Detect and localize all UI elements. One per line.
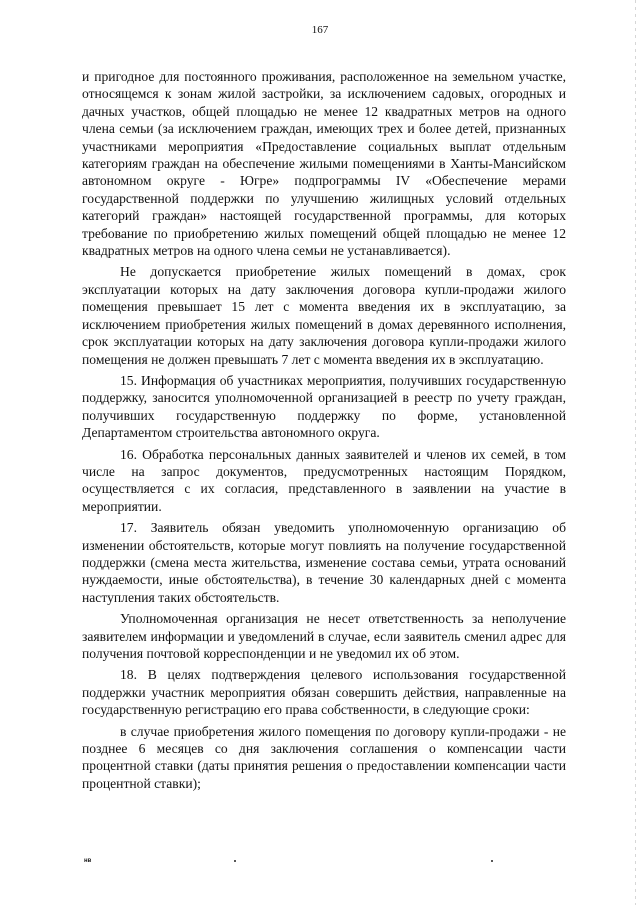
document-body (82, 68, 566, 796)
scan-dot-left (234, 860, 236, 862)
paragraph-item-17: 17. Заявитель обязан уведомить уполномоченную организацию об изменении обстоятельств, которые могут повлиять на получение государственной поддержки (смена места жительства, изменение состава семьи, утрата оснований нуждаемости, иные обстоятельства), в течение 30 календарных дней с момента наступления таких обстоятельств. (82, 520, 566, 605)
paragraph-liability: Уполномоченная организация не несет ответственность за неполучение заявителем информации и уведомлений в случае, если заявитель сменил адрес для получения почтовой корреспонденции и не уведомил их об этом. (82, 611, 566, 661)
paragraph-restriction: Не допускается приобретение жилых помещений в домах, срок эксплуатации которых на дату заключения договора купли-продажи жилого помещения превышает 15 лет с момента введения их в эксплуатацию, за исключением приобретения жилых помещений в домах деревянного исполнения, срок эксплуатации которых на дату заключения договора купли-продажи жилого помещения не должен превышать 7 лет с момента введения их в эксплуатацию. (82, 264, 566, 367)
page-number: 167 (311, 24, 329, 36)
footer-initials: нв (84, 858, 92, 864)
scan-dot-right (491, 860, 493, 862)
paragraph-purchase-case: в случае приобретения жилого помещения по договору купли-продажи - не позднее 6 месяцев со дня заключения соглашения о компенсации части процентной ставки (даты принятия решения о предоставлении компенсации части процентной ставки); (82, 723, 566, 791)
scan-edge-artifact (635, 0, 636, 905)
paragraph-item-15: 15. Информация об участниках мероприятия, получивших государственную поддержку, заносится уполномоченной организацией в реестр по учету граждан, получивших государственную поддержку по форме, установленной Департаментом строительства автономного округа. (82, 372, 566, 441)
paragraph-item-18: 18. В целях подтверждения целевого использования государственной поддержки участник мероприятия обязан совершить действия, направленные на государственную регистрацию его права собственности, в следующие сроки: (82, 667, 566, 718)
paragraph-item-16: 16. Обработка персональных данных заявителей и членов их семей, в том числе на запрос документов, предусмотренных настоящим Порядком, осуществляется с их согласия, представленного в заявлении на участие в мероприятии. (82, 446, 566, 514)
paragraph-continuation: и пригодное для постоянного проживания, расположенное на земельном участке, относящемся к зонам жилой застройки, за исключением садовых, огородных и дачных участков, общей площадью не менее 12 квадратных метров на одного члена семьи (за исключением граждан, имеющих трех и более детей, признанных участниками мероприятия «Предоставление социальных выплат отдельным категориям граждан на обеспечение жилыми помещениями в Ханты-Мансийском автономном округе - Югре» подпрограммы IV «Обеспечение мерами государственной поддержки по улучшению жилищных условий отдельных категорий граждан» настоящей государственной программы, для которых требование по приобретению жилых помещений общей площадью не менее 12 квадратных метров на одного члена семьи не устанавливается). (82, 69, 566, 259)
